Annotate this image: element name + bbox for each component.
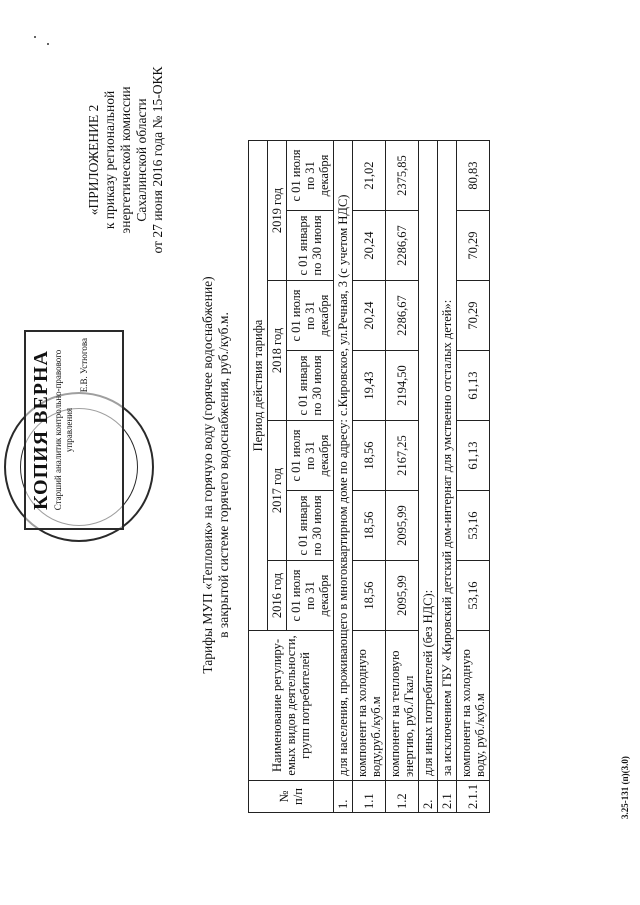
- document-title: [200, 175, 232, 775]
- row-value: 2194,50: [386, 351, 419, 421]
- copy-certified-stamp: [24, 330, 124, 530]
- section-row: [419, 141, 438, 813]
- row-num: 1.1: [353, 781, 386, 813]
- header-sub-period: с 01 января по 30 июня: [287, 211, 334, 281]
- speck: [47, 43, 49, 45]
- stamp-body: [24, 330, 124, 530]
- speck: [34, 36, 36, 38]
- header-sub-period: с 01 июля по 31 декабря: [287, 141, 334, 211]
- row-name: компонент на холодную воду, руб./куб.м: [457, 631, 490, 781]
- section-row: [334, 141, 353, 813]
- row-value: 20,24: [353, 281, 386, 351]
- header-name: Наименование регулиру- емых видов деятельности, групп потребителей: [249, 631, 334, 781]
- header-sub-period: с 01 июля по 31 декабря: [287, 421, 334, 491]
- header-year-2017: 2017 год: [268, 421, 287, 561]
- row-num: 2.1.1: [457, 781, 490, 813]
- row-name: компонент на холодную воду,руб./куб.м: [353, 631, 386, 781]
- section-num: 1.: [334, 781, 353, 813]
- row-value: 18,56: [353, 561, 386, 631]
- header-sub-period: с 01 июля по 31 декабря: [287, 561, 334, 631]
- table-row: [353, 141, 386, 813]
- header-year-2018: 2018 год: [268, 281, 287, 421]
- row-value: 53,16: [457, 491, 490, 561]
- title-line-2: в закрытой системе горячего водоснабжения, руб./куб.м.: [216, 312, 231, 638]
- stamp-title: КОПИЯ ВЕРНА: [30, 350, 52, 511]
- row-value: 2286,67: [386, 281, 419, 351]
- row-name: компонент на тепловую энергию, руб./Гкал: [386, 631, 419, 781]
- section-text: для иных потребителей (без НДС):: [419, 141, 438, 781]
- stamp-signer: Е.В. Устюгова: [79, 338, 89, 393]
- header-num: № п/п: [249, 781, 334, 813]
- section-row: [438, 141, 457, 813]
- row-value: 20,24: [353, 211, 386, 281]
- section-num: 2.: [419, 781, 438, 813]
- tariff-table: [248, 140, 490, 813]
- header-sub-period: с 01 января по 30 июня: [287, 491, 334, 561]
- row-value: 18,56: [353, 421, 386, 491]
- document-code: 3.25-131 (п)(3.0): [620, 756, 630, 819]
- appendix-header: [86, 55, 166, 265]
- row-value: 2167,25: [386, 421, 419, 491]
- header-sub-period: с 01 января по 30 июня: [287, 351, 334, 421]
- row-value: 2095,99: [386, 561, 419, 631]
- row-value: 2375,85: [386, 141, 419, 211]
- row-value: 70,29: [457, 211, 490, 281]
- header-sub-period: с 01 июля по 31 декабря: [287, 281, 334, 351]
- header-period: Период действия тарифа: [249, 141, 268, 631]
- row-value: 2286,67: [386, 211, 419, 281]
- section-num: 2.1: [438, 781, 457, 813]
- section-text: для населения, проживающего в многоквартирном доме по адресу: с.Кировское, ул.Речная, 3 (с учетом НДС): [334, 141, 353, 781]
- row-value: 61,13: [457, 421, 490, 491]
- appendix-line: Сахалинской области: [134, 98, 149, 222]
- row-value: 18,56: [353, 491, 386, 561]
- stamp-position: Старший аналитик контрольно-правового управления: [53, 349, 74, 511]
- row-value: 2095,99: [386, 491, 419, 561]
- row-value: 19,43: [353, 351, 386, 421]
- appendix-line: «ПРИЛОЖЕНИЕ 2: [86, 104, 101, 216]
- table-row: [386, 141, 419, 813]
- title-line-1: Тарифы МУП «Тепловик» на горячую воду (горячее водоснабжение): [200, 276, 215, 674]
- header-year-2019: 2019 год: [268, 141, 287, 281]
- section-text: за исключением ГБУ «Кировский детский дом-интернат для умственно отсталых детей»:: [438, 141, 457, 781]
- table-row: [457, 141, 490, 813]
- header-year-2016: 2016 год: [268, 561, 287, 631]
- row-value: 70,29: [457, 281, 490, 351]
- row-value: 80,83: [457, 141, 490, 211]
- appendix-line: к приказу региональной: [102, 90, 117, 230]
- row-value: 61,13: [457, 351, 490, 421]
- appendix-line: от 27 июня 2016 года № 15-ОКК: [150, 66, 165, 254]
- appendix-line: энергетической комиссии: [118, 86, 133, 234]
- row-value: 21,02: [353, 141, 386, 211]
- row-value: 53,16: [457, 561, 490, 631]
- row-num: 1.2: [386, 781, 419, 813]
